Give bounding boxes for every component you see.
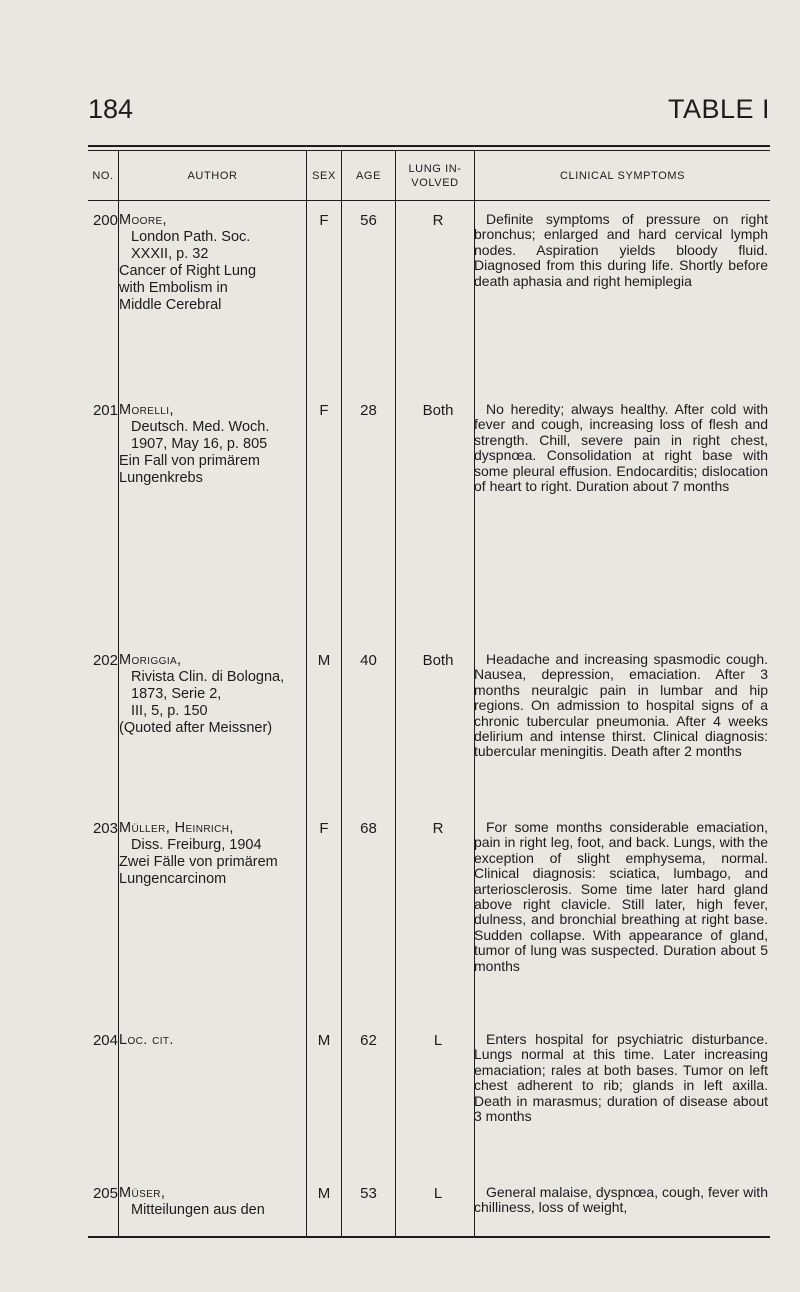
row-number: 205 — [92, 1185, 118, 1202]
author-citation: Rivista Clin. di Bologna, 1873, Serie 2, — [131, 669, 285, 702]
clinical-symptoms-cell: Enters hospital for psychiatric disturbance. Lungs normal at this time. Later increasing emaciation; rales at both bases. Tumor on left chest adherent to rib; glands in left axilla. Death in marasmus; duration of disease about 3 months — [474, 1031, 768, 1125]
lung-involved-cell: L — [433, 1032, 443, 1049]
column-divider — [395, 150, 396, 1236]
author-name: Moore, — [119, 212, 167, 228]
sex-cell: M — [317, 1185, 331, 1202]
column-divider — [341, 150, 342, 1236]
author-citation: London Path. Soc. — [131, 229, 251, 245]
lung-involved-cell: L — [433, 1185, 443, 1202]
header-clinical-symptoms: CLINICAL SYMPTOMS — [559, 170, 686, 182]
header-author: AUTHOR — [187, 170, 238, 182]
author-cell — [119, 652, 305, 737]
author-title: Cancer of Right Lung — [119, 263, 257, 279]
author-name: Loc. cit. — [119, 1032, 174, 1048]
header-sex: SEX — [312, 170, 336, 182]
lung-involved-cell: Both — [422, 652, 454, 669]
header-rule — [88, 200, 770, 201]
clinical-symptoms-cell: Headache and increasing spasmodic cough. Nausea, depression, emaciation. After 3 months neuralgic pain in lumbar and hip regions. On admission to hospital signs of a chronic tubercular pneumonia. After 4 weeks delirium and intense thirst. Clinical diagnosis: tubercular meningitis. Death after 2 months — [474, 651, 768, 760]
row-number: 204 — [92, 1032, 118, 1049]
author-title: with Embolism in — [119, 280, 228, 296]
author-citation: III, 5, p. 150 — [131, 703, 208, 719]
page-number: 184 — [88, 94, 134, 124]
author-cell — [119, 1032, 305, 1049]
bottom-rule — [88, 1236, 770, 1238]
author-cell — [119, 820, 305, 888]
clinical-symptoms-cell: General malaise, dyspnœa, cough, fever with chilliness, loss of weight, — [474, 1184, 768, 1216]
age-cell: 28 — [360, 402, 377, 419]
author-name: Müller, Heinrich, — [119, 820, 234, 836]
sex-cell: F — [319, 820, 329, 837]
row-number: 201 — [92, 402, 118, 419]
lung-involved-cell: Both — [422, 402, 454, 419]
header-no: NO. — [92, 170, 114, 182]
author-citation: Diss. Freiburg, 1904 — [131, 837, 262, 853]
author-title: Middle Cerebral — [119, 297, 222, 313]
clinical-symptoms-cell: No heredity; always healthy. After cold with fever and cough, increasing loss of flesh and strength. Chill, severe pain in right chest, dyspnœa. Consolidation at right base with some pleural effusion. Endocarditis; dislocation of heart to right. Duration about 7 months — [474, 401, 768, 495]
author-cell — [119, 212, 305, 314]
top-rule-thin — [88, 150, 770, 151]
author-cell — [119, 1185, 305, 1219]
author-name: Müser, — [119, 1185, 166, 1201]
age-cell: 40 — [360, 652, 377, 669]
running-head — [88, 94, 770, 130]
author-title: (Quoted after Meissner) — [119, 720, 273, 736]
top-rule — [88, 145, 770, 147]
page-title: TABLE I — [667, 94, 770, 124]
clinical-symptoms-cell: For some months considerable emaciation, pain in right leg, foot, and back. Lungs, with the exception of slight emphysema, normal. Clinical diagnosis: sciatica, lumbago, and arteriosclerosis. Some time later hard gland above right clavicle. Still later, high fever, dulness, and bronchial breathing at right base. Sudden collapse. With appearance of gland, tumor of lung was suspected. Duration about 5 months — [474, 819, 768, 974]
age-cell: 56 — [360, 212, 377, 229]
clinical-symptoms-cell: Definite symptoms of pressure on right bronchus; enlarged and hard cervical lymph nodes. Aspiration yields bloody fluid. Diagnosed from this during life. Shortly before death aphasia and right hemiplegia — [474, 211, 768, 289]
lung-involved-cell: R — [432, 820, 444, 837]
author-title: Lungenkrebs — [119, 470, 203, 486]
row-number: 202 — [92, 652, 118, 669]
age-cell: 53 — [360, 1185, 377, 1202]
age-cell: 68 — [360, 820, 377, 837]
header-age: AGE — [355, 170, 382, 182]
author-title: Zwei Fälle von primärem Lungencarcinom — [119, 854, 278, 887]
sex-cell: M — [317, 652, 331, 669]
author-title: Ein Fall von primärem — [119, 453, 261, 469]
author-citation: Mitteilungen aus den — [131, 1202, 265, 1218]
sex-cell: F — [319, 212, 329, 229]
author-citation: XXXII, p. 32 — [131, 246, 209, 262]
author-citation: 1907, May 16, p. 805 — [131, 436, 268, 452]
lung-involved-cell: R — [432, 212, 444, 229]
author-citation: Deutsch. Med. Woch. — [131, 419, 270, 435]
author-name: Morelli, — [119, 402, 174, 418]
author-cell — [119, 402, 305, 487]
author-name: Moriggia, — [119, 652, 182, 668]
column-divider — [306, 150, 307, 1236]
age-cell: 62 — [360, 1032, 377, 1049]
row-number: 203 — [92, 820, 118, 837]
row-number: 200 — [92, 212, 118, 229]
sex-cell: F — [319, 402, 329, 419]
sex-cell: M — [317, 1032, 331, 1049]
header-lung-involved: LUNG IN-VOLVED — [408, 163, 462, 189]
